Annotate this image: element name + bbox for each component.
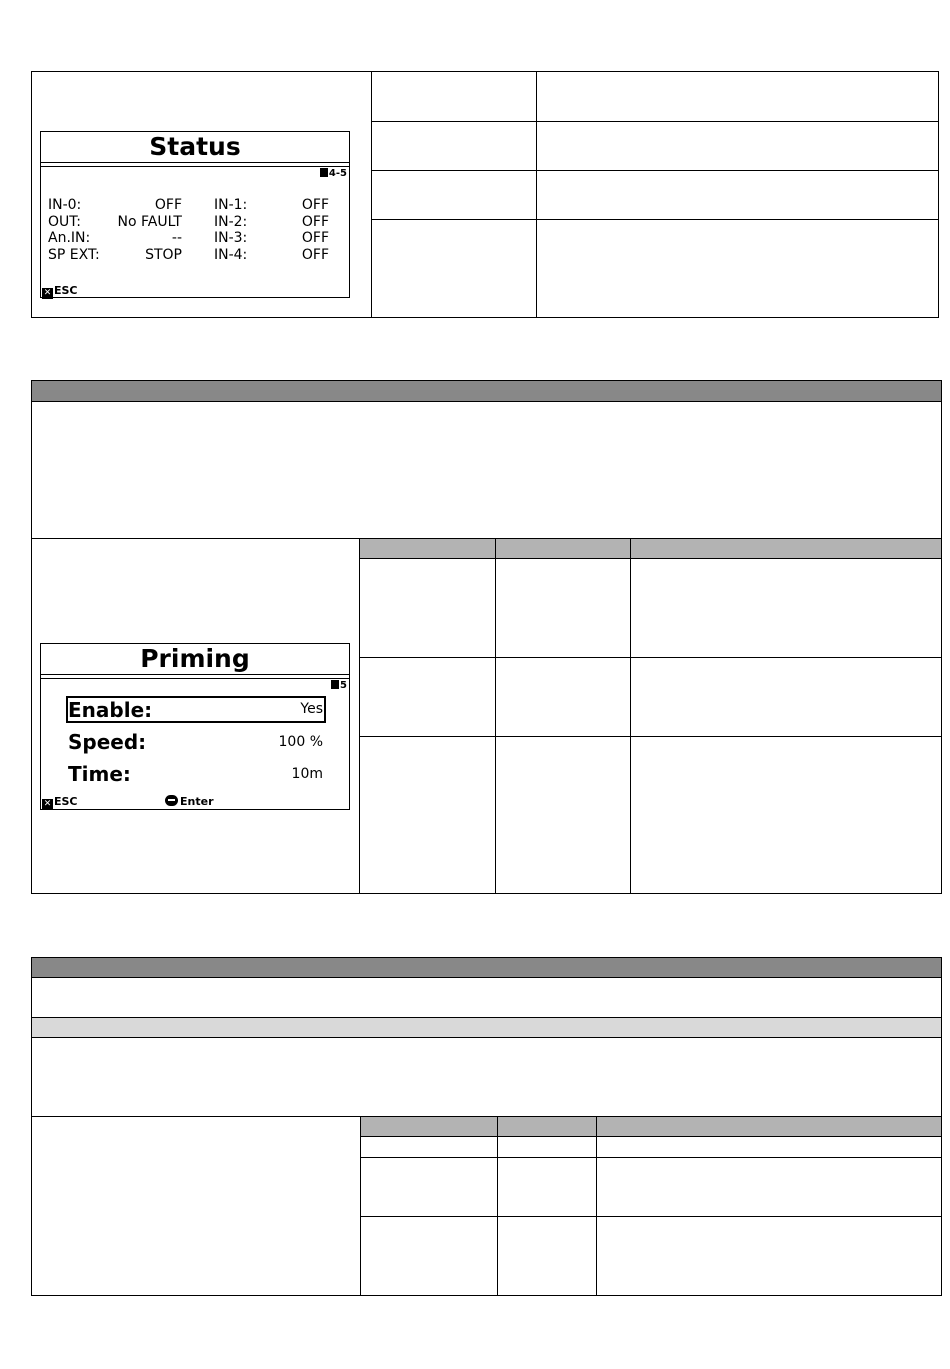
status-value: -- [171,230,182,246]
status-value: OFF [301,214,329,230]
speed-value[interactable]: 100 % [278,734,323,750]
table-header-row [360,539,941,558]
status-label: SP EXT: [48,247,100,263]
status-value: OFF [301,197,329,213]
status-label: An.IN: [48,230,91,246]
page-indicator: 5 [331,680,347,691]
enter-icon [165,795,178,806]
esc-button[interactable]: ✕ ESC [43,284,78,298]
time-label: Time: [68,762,131,786]
speed-label: Speed: [68,730,147,754]
status-value: STOP [145,247,182,263]
status-value: OFF [301,247,329,263]
status-label: IN-0: [48,197,82,213]
enable-label: Enable: [68,698,153,722]
close-box-icon: ✕ [43,799,52,809]
esc-button[interactable]: ✕ ESC [43,795,78,809]
close-box-icon: ✕ [43,288,52,298]
menu-icon [331,680,339,689]
priming-title: Priming [140,644,250,673]
status-label: IN-4: [214,247,248,263]
status-label: OUT: [48,214,81,230]
section-header [31,380,942,402]
section-header [31,957,942,978]
status-label: IN-1: [214,197,248,213]
menu-icon [320,168,328,177]
sub-header [31,1017,942,1038]
enable-value: Yes [300,701,323,717]
table-header-row [361,1117,941,1136]
status-title: Status [149,132,241,161]
status-value: No FAULT [117,214,182,230]
status-value: OFF [154,197,182,213]
time-value[interactable]: 10m [291,766,323,782]
status-label: IN-2: [214,214,248,230]
enter-button[interactable]: Enter [165,795,214,808]
priming-display [40,643,350,810]
status-value: OFF [301,230,329,246]
status-label: IN-3: [214,230,248,246]
page-indicator: 4-5 [320,168,347,179]
status-display [40,131,350,298]
